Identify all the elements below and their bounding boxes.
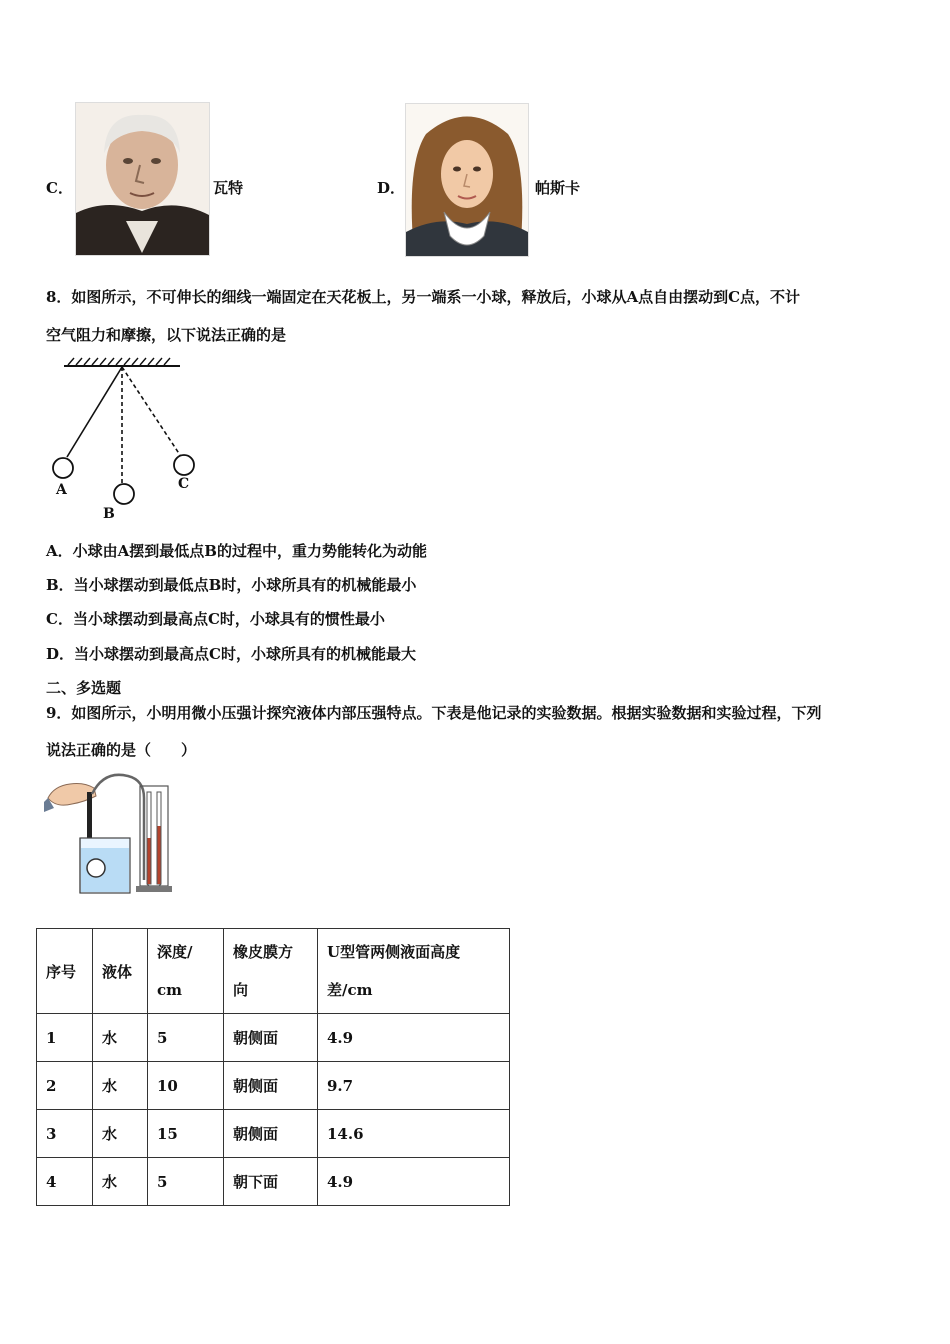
pascal-portrait	[405, 103, 529, 257]
option-d-name: 帕斯卡	[535, 179, 581, 197]
table-row: 4 水 5 朝下面 4.9	[37, 1158, 510, 1206]
option-c-name: 瓦特	[213, 179, 244, 197]
label-a: A	[56, 482, 67, 498]
data-table	[36, 928, 510, 1206]
option-c-letter: C．	[46, 179, 73, 197]
q8-option-b: B．当小球摆动到最低点B时，小球所具有的机械能最小	[46, 576, 417, 594]
table-header-row	[37, 929, 510, 1014]
q8-stem-line1: 8．如图所示，不可伸长的细线一端固定在天花板上，另一端系一小球，释放后，小球从A点自由摆动到C点，不计	[46, 288, 801, 306]
q8-stem-line2: 空气阻力和摩擦，以下说法正确的是	[46, 326, 287, 344]
label-b: B	[103, 506, 115, 522]
label-c: C	[178, 476, 190, 492]
pressure-gauge-figure	[44, 768, 189, 900]
pendulum-figure	[40, 355, 200, 525]
q8-option-c: C．当小球摆动到最高点C时，小球具有的惯性最小	[46, 610, 385, 628]
q8-option-a: A．小球由A摆到最低点B的过程中，重力势能转化为动能	[46, 542, 427, 560]
q9-stem-line2: 说法正确的是（ ）	[46, 741, 197, 759]
header-depth: 深度/ cm	[148, 929, 224, 1014]
header-direction: 橡皮膜方 向	[224, 929, 318, 1014]
watt-portrait	[75, 102, 210, 256]
header-height-diff: U型管两侧液面高度 差/cm	[318, 929, 510, 1014]
option-d-letter: D．	[377, 179, 406, 197]
q9-stem-line1: 9．如图所示，小明用微小压强计探究液体内部压强特点。下表是他记录的实验数据。根据实验数据和实验过程，下列	[46, 704, 822, 722]
table-row: 3 水 15 朝侧面 14.6	[37, 1110, 510, 1158]
table-row: 1 水 5 朝侧面 4.9	[37, 1014, 510, 1062]
table-row: 2 水 10 朝侧面 9.7	[37, 1062, 510, 1110]
header-liquid: 液体	[93, 929, 148, 1014]
header-no: 序号	[37, 929, 93, 1014]
q8-option-d: D．当小球摆动到最高点C时，小球所具有的机械能最大	[46, 645, 416, 663]
section-title: 二、多选题	[46, 679, 122, 697]
